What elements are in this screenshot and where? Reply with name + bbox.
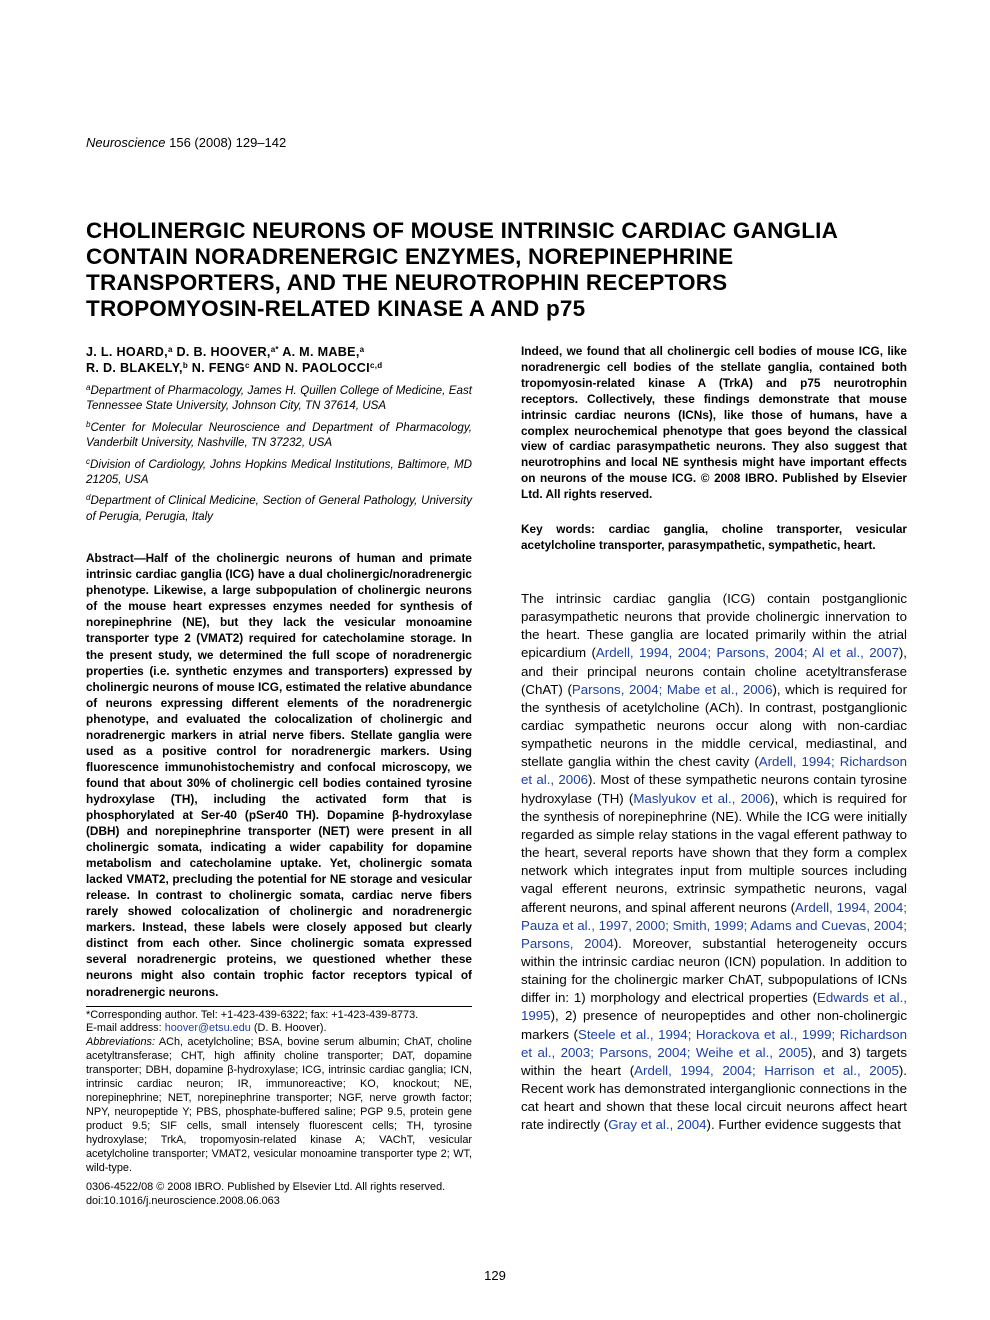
left-column (86, 344, 472, 1208)
author: R. D. BLAKELY, (86, 361, 183, 375)
author-sup: a* (270, 345, 279, 354)
author: D. B. HOOVER, (172, 345, 271, 359)
footnotes (86, 1009, 472, 1176)
affiliation: $^b$Center for Molecular Neuroscience and Department of Pharmacology, Vanderbilt University, Nashville, TN 37232, USA (86, 419, 472, 450)
author: AND N. PAOLOCCI (249, 361, 370, 375)
right-column (521, 344, 907, 1135)
keywords: Key words: cardiac ganglia, choline transporter, vesicular acetylcholine transporter, parasympathetic, sympathetic, heart. (521, 522, 907, 552)
affiliation: $^a$Department of Pharmacology, James H. Quillen College of Medicine, East Tennessee State University, Johnson City, TN 37614, USA (86, 383, 472, 413)
copyright-line: 0306-4522/08 © 2008 IBRO. Published by Elsevier Ltd. All rights reserved. (86, 1181, 446, 1194)
author-list (86, 344, 472, 376)
title-line: CONTAIN NORADRENERGIC ENZYMES, NOREPINEPHRINE (86, 244, 734, 269)
author-sup: c (244, 361, 250, 370)
citation-link[interactable]: Gray et al., 2004 (608, 1117, 707, 1133)
citation-link[interactable]: Ardell, 1994; Richardson et al., 2006 (521, 754, 907, 788)
journal-volume-pages: 156 (2008) 129–142 (169, 135, 287, 150)
abstract-continued: Indeed, we found that all cholinergic cell bodies of mouse ICG, like noradrenergic cell bodies of the stellate ganglia, contained both tropomyosin-related kinase A (TrkA) and p75 neurotrophin receptors. Collectively, these findings demonstrate that mouse intrinsic cardiac neurons (ICNs), like those of humans, have a complex neurochemical phenotype that goes beyond the classical view of cardiac parasympathetic neurons. They also suggest that neurotrophins and local NE synthesis might have important effects on neurons of the mouse ICG. © 2008 IBRO. Published by Elsevier Ltd. All rights reserved. (521, 344, 907, 502)
author-sup: c,d (369, 361, 383, 370)
citation-link[interactable]: Ardell, 1994, 2004; Parsons, 2004; Al et al., 2007 (595, 645, 899, 661)
page-number: 129 (484, 1268, 506, 1283)
author: N. FENG (188, 361, 245, 375)
citation-link[interactable]: Maslyukov et al., 2006 (633, 790, 771, 806)
corresponding-author: *Corresponding author. Tel: +1-423-439-6322; fax: +1-423-439-8773. (86, 1008, 419, 1021)
abbreviations: Abbreviations: ACh, acetylcholine; BSA, bovine serum albumin; ChAT, choline acetyltransferase; CHT, high affinity choline transporter; DAT, dopamine transporter; DBH, dopamine β-hydroxylase; ICG, intrinsic cardiac ganglia; ICN, intrinsic cardiac neuron; IR, immunoreactive; KO, knockout; NE, norepinephrine; NET, norepinephrine transporter; NGF, nerve growth factor; NPY, neuropeptide Y; PBS, phosphate-buffered saline; PGP 9.5, protein gene product 9.5; SIF cells, small intensely fluorescent cells; TH, tyrosine hydroxylase; TrkA, tropomyosin-related kinase A; VAChT, vesicular acetylcholine transporter; VMAT2, vesicular monoamine transporter type 2; WT, wild-type. (86, 1036, 472, 1174)
article-title (86, 218, 906, 322)
abstract: Abstract—Half of the cholinergic neurons of human and primate intrinsic cardiac ganglia (ICG) have a dual cholinergic/noradrenergic phenotype. Likewise, a large subpopulation of cholinergic neurons of the mouse heart expresses enzymes needed for synthesis of norepinephrine (NE), but they lack the vesicular monoamine transporter type 2 (VMAT2) required for catecholamine storage. In the present study, we determined the full scope of noradrenergic properties (i.e. synthetic enzymes and transporters) expressed by cholinergic neurons of mouse ICG, estimated the relative abundance of neurons expressing different elements of the noradrenergic phenotype, and evaluated the colocalization of cholinergic and noradrenergic markers in atrial nerve fibers. Stellate ganglia were used as a positive control for noradrenergic markers. Using fluorescence immunohistochemistry and confocal microscopy, we found that about 30% of cholinergic cell bodies contained tyrosine hydroxylase (TH), including the activated form that is phosphorylated at Ser-40 (pSer40 TH). Dopamine β-hydroxylase (DBH) and norepinephrine transporter (NET) were present in all cholinergic somata, indicating a wider capability for dopamine metabolism and catecholamine uptake. Yet, cholinergic somata lacked VMAT2, precluding the potential for NE storage and vesicular release. In contrast to cholinergic somata, cardiac nerve fibers rarely showed colocalization of cholinergic and noradrenergic markers. Instead, these labels were closely apposed but clearly distinct from each other. Since cholinergic somata expressed several noradrenergic proteins, we questioned whether these neurons might also contain trophic factor receptors typical of noradrenergic neurons. (86, 551, 472, 999)
title-line: TROPOMYOSIN-RELATED KINASE A AND p75 (86, 296, 586, 321)
doi-line: doi:10.1016/j.neuroscience.2008.06.063 (86, 1195, 280, 1208)
author: A. M. MABE, (278, 345, 360, 359)
affiliation: $^c$Division of Cardiology, Johns Hopkins Medical Institutions, Baltimore, MD 21205, USA (86, 456, 472, 487)
citation-link[interactable]: Ardell, 1994, 2004; Harrison et al., 2005 (634, 1062, 899, 1078)
journal-reference (86, 135, 286, 150)
author-sup: a (167, 345, 173, 354)
introduction-text: The intrinsic cardiac ganglia (ICG) contain postganglionic parasympathetic neurons that provide cholinergic innervation to the heart. These ganglia are located primarily within the atrial epicardium (Ardell, 1994, 2004; Parsons, 2004; Al et al., 2007), and their principal neurons contain choline acetyltransferase (ChAT) (Parsons, 2004; Mabe et al., 2006), which is required for the synthesis of acetylcholine (ACh). In contrast, postganglionic cardiac sympathetic neurons occur along with non-cardiac sympathetic neurons in the middle cervical, mediastinal, and stellate ganglia within the chest cavity (Ardell, 1994; Richardson et al., 2006). Most of these sympathetic neurons contain tyrosine hydroxylase (TH) (Maslyukov et al., 2006), which is required for the synthesis of norepinephrine (NE). While the ICG were initially regarded as simple relay stations in the vagal efferent pathway to the heart, several reports have shown that they form a complex network which integrates input from multiple sources including vagal efferent neurons, extrinsic sympathetic neurons, vagal afferent neurons, and spinal afferent neurons (Ardell, 1994, 2004; Pauza et al., 1997, 2000; Smith, 1999; Adams and Cuevas, 2004; Parsons, 2004). Moreover, substantial heterogeneity occurs within the intrinsic cardiac neuron (ICN) population. In addition to staining for the cholinergic marker ChAT, subpopulations of ICNs differ in: 1) morphology and electrical properties (Edwards et al., 1995), 2) presence of neuropeptides and other non-cholinergic markers (Steele et al., 1994; Horackova et al., 1999; Richardson et al., 2003; Parsons, 2004; Weihe et al., 2005), and 3) targets within the heart (Ardell, 1994, 2004; Harrison et al., 2005). Recent work has demonstrated interganglionic connections in the cat heart and shown that these local circuit neurons affect heart rate indirectly (Gray et al., 2004). Further evidence suggests that (521, 590, 908, 1133)
email-line: E-mail address: hoover@etsu.edu (D. B. Hoover). (86, 1022, 327, 1035)
author-sup: a (359, 345, 365, 354)
citation-link[interactable]: Steele et al., 1994; Horackova et al., 1999; Richardson et al., 2003; Parsons, 2004; Weihe et al., 2005 (521, 1026, 907, 1060)
author: J. L. HOARD, (86, 345, 168, 359)
author-sup: b (182, 361, 188, 370)
title-line: CHOLINERGIC NEURONS OF MOUSE INTRINSIC CARDIAC GANGLIA (86, 218, 839, 243)
journal-name: Neuroscience (86, 135, 166, 150)
citation-link[interactable]: Parsons, 2004; Mabe et al., 2006 (571, 681, 773, 697)
affiliations (86, 383, 472, 524)
email-link[interactable]: hoover@etsu.edu (164, 1022, 251, 1035)
footnote-divider (86, 1006, 472, 1007)
copyright-block (86, 1180, 472, 1208)
affiliation: $^d$Department of Clinical Medicine, Section of General Pathology, University of Perugia, Perugia, Italy (86, 493, 472, 523)
citation-link[interactable]: Ardell, 1994, 2004; Pauza et al., 1997, 2000; Smith, 1999; Adams and Cuevas, 2004; Parsons, 2004 (521, 899, 907, 951)
citation-link[interactable]: Edwards et al., 1995 (521, 990, 908, 1024)
title-line: TRANSPORTERS, AND THE NEUROTROPHIN RECEPTORS (86, 270, 728, 295)
